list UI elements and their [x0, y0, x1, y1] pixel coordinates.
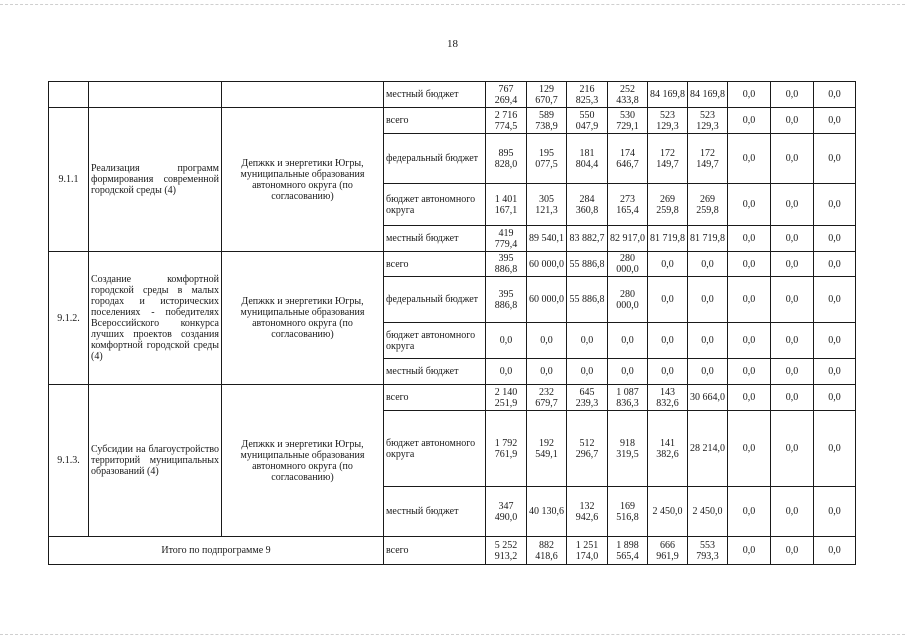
value-cell: 252 433,8: [608, 82, 648, 108]
value-cell: 0,0: [771, 184, 814, 226]
value-cell: 0,0: [688, 323, 728, 359]
value-cell: 216 825,3: [567, 82, 608, 108]
value-cell: 30 664,0: [688, 385, 728, 411]
value-cell: 1 251 174,0: [567, 537, 608, 565]
total-row: [49, 537, 856, 565]
value-cell: 0,0: [728, 82, 771, 108]
funding-source: всего: [384, 108, 486, 134]
value-cell: 0,0: [814, 134, 856, 184]
value-cell: 0,0: [771, 252, 814, 277]
value-cell: 60 000,0: [527, 252, 567, 277]
value-cell: 174 646,7: [608, 134, 648, 184]
value-cell: 0,0: [771, 385, 814, 411]
value-cell: 895 828,0: [486, 134, 527, 184]
value-cell: 0,0: [814, 252, 856, 277]
value-cell: 0,0: [771, 537, 814, 565]
page-number: 18: [447, 38, 458, 50]
value-cell: 512 296,7: [567, 411, 608, 487]
value-cell: 0,0: [728, 537, 771, 565]
value-cell: 395 886,8: [486, 277, 527, 323]
value-cell: 181 804,4: [567, 134, 608, 184]
value-cell: 60 000,0: [527, 277, 567, 323]
value-cell: 0,0: [486, 359, 527, 385]
value-cell: 550 047,9: [567, 108, 608, 134]
item-code: 9.1.3.: [49, 385, 89, 537]
value-cell: 1 401 167,1: [486, 184, 527, 226]
value-cell: 132 942,6: [567, 487, 608, 537]
value-cell: 0,0: [814, 277, 856, 323]
value-cell: 284 360,8: [567, 184, 608, 226]
value-cell: 0,0: [688, 252, 728, 277]
value-cell: 882 418,6: [527, 537, 567, 565]
value-cell: 666 961,9: [648, 537, 688, 565]
value-cell: 129 670,7: [527, 82, 567, 108]
value-cell: 0,0: [771, 82, 814, 108]
value-cell: 1 087 836,3: [608, 385, 648, 411]
value-cell: 0,0: [728, 411, 771, 487]
funding-source: федеральный бюджет: [384, 134, 486, 184]
item-name: Создание комфортной городской среды в малых городах и исторических поселениях - победителях Всероссийского конкурса лучших проектов создания комфортной городской среды (4): [91, 274, 219, 362]
value-cell: 530 729,1: [608, 108, 648, 134]
value-cell: 0,0: [728, 323, 771, 359]
value-cell: 395 886,8: [486, 252, 527, 277]
value-cell: 0,0: [771, 226, 814, 252]
value-cell: 0,0: [771, 411, 814, 487]
scan-artifact-top: [0, 4, 905, 5]
value-cell: 0,0: [648, 277, 688, 323]
value-cell: 0,0: [814, 359, 856, 385]
value-cell: 273 165,4: [608, 184, 648, 226]
value-cell: 192 549,1: [527, 411, 567, 487]
value-cell: 280 000,0: [608, 277, 648, 323]
value-cell: 232 679,7: [527, 385, 567, 411]
value-cell: 0,0: [814, 487, 856, 537]
value-cell: 645 239,3: [567, 385, 608, 411]
item-name: Реализация программ формирования современной городской среды (4): [91, 163, 219, 196]
funding-source: местный бюджет: [384, 359, 486, 385]
responsible-cell: [222, 82, 384, 108]
value-cell: 172 149,7: [688, 134, 728, 184]
value-cell: 0,0: [728, 487, 771, 537]
table-row: [49, 252, 856, 277]
funding-source: бюджет автономного округа: [384, 184, 486, 226]
value-cell: 523 129,3: [648, 108, 688, 134]
value-cell: 767 269,4: [486, 82, 527, 108]
value-cell: 589 738,9: [527, 108, 567, 134]
value-cell: 0,0: [771, 134, 814, 184]
value-cell: 523 129,3: [688, 108, 728, 134]
value-cell: 55 886,8: [567, 252, 608, 277]
value-cell: 81 719,8: [648, 226, 688, 252]
total-label: Итого по подпрограмме 9: [49, 537, 384, 565]
value-cell: 0,0: [814, 385, 856, 411]
value-cell: 40 130,6: [527, 487, 567, 537]
value-cell: 2 716 774,5: [486, 108, 527, 134]
value-cell: 0,0: [567, 359, 608, 385]
value-cell: 0,0: [814, 184, 856, 226]
responsible-executor: Депжкк и энергетики Югры, муниципальные образования автономного округа (по согласованию): [222, 108, 384, 252]
value-cell: 1 898 565,4: [608, 537, 648, 565]
value-cell: 0,0: [814, 537, 856, 565]
table-row: [49, 108, 856, 134]
value-cell: 0,0: [527, 323, 567, 359]
value-cell: 2 140 251,9: [486, 385, 527, 411]
value-cell: 1 792 761,9: [486, 411, 527, 487]
value-cell: 0,0: [728, 277, 771, 323]
value-cell: 0,0: [771, 323, 814, 359]
item-name-cell: [89, 385, 222, 537]
value-cell: 0,0: [728, 134, 771, 184]
funding-source: местный бюджет: [384, 487, 486, 537]
value-cell: 89 540,1: [527, 226, 567, 252]
item-name: Субсидии на благоустройство территорий муниципальных образований (4): [91, 444, 219, 477]
value-cell: 0,0: [688, 277, 728, 323]
value-cell: 172 149,7: [648, 134, 688, 184]
value-cell: 0,0: [814, 108, 856, 134]
value-cell: 0,0: [567, 323, 608, 359]
value-cell: 0,0: [814, 226, 856, 252]
item-name-cell: [89, 108, 222, 252]
value-cell: 0,0: [728, 226, 771, 252]
value-cell: 918 319,5: [608, 411, 648, 487]
funding-source: местный бюджет: [384, 226, 486, 252]
value-cell: 0,0: [608, 323, 648, 359]
item-code: 9.1.1: [49, 108, 89, 252]
value-cell: 0,0: [527, 359, 567, 385]
value-cell: 553 793,3: [688, 537, 728, 565]
value-cell: 269 259,8: [688, 184, 728, 226]
value-cell: 0,0: [728, 184, 771, 226]
value-cell: 280 000,0: [608, 252, 648, 277]
value-cell: 84 169,8: [688, 82, 728, 108]
value-cell: 169 516,8: [608, 487, 648, 537]
value-cell: 305 121,3: [527, 184, 567, 226]
value-cell: 83 882,7: [567, 226, 608, 252]
value-cell: 195 077,5: [527, 134, 567, 184]
value-cell: 269 259,8: [648, 184, 688, 226]
value-cell: 0,0: [728, 252, 771, 277]
value-cell: 0,0: [608, 359, 648, 385]
value-cell: 84 169,8: [648, 82, 688, 108]
value-cell: 0,0: [728, 108, 771, 134]
table-row: [49, 82, 856, 108]
responsible-executor: Депжкк и энергетики Югры, муниципальные образования автономного округа (по согласованию): [222, 385, 384, 537]
value-cell: 0,0: [648, 359, 688, 385]
value-cell: 0,0: [688, 359, 728, 385]
value-cell: 0,0: [728, 359, 771, 385]
value-cell: 0,0: [728, 385, 771, 411]
source-cell: местный бюджет: [384, 82, 486, 108]
value-cell: 81 719,8: [688, 226, 728, 252]
responsible-executor: Депжкк и энергетики Югры, муниципальные образования автономного округа (по согласованию): [222, 252, 384, 385]
value-cell: 0,0: [814, 323, 856, 359]
item-code: 9.1.2.: [49, 252, 89, 385]
funding-source: всего: [384, 537, 486, 565]
value-cell: 0,0: [486, 323, 527, 359]
value-cell: 55 886,8: [567, 277, 608, 323]
value-cell: 82 917,0: [608, 226, 648, 252]
funding-source: всего: [384, 385, 486, 411]
value-cell: 143 832,6: [648, 385, 688, 411]
value-cell: 141 382,6: [648, 411, 688, 487]
value-cell: 0,0: [771, 277, 814, 323]
value-cell: 0,0: [771, 487, 814, 537]
item-name-cell: [89, 252, 222, 385]
funding-source: федеральный бюджет: [384, 277, 486, 323]
funding-source: всего: [384, 252, 486, 277]
name-cell: [89, 82, 222, 108]
value-cell: 347 490,0: [486, 487, 527, 537]
code-cell: [49, 82, 89, 108]
table-row: [49, 385, 856, 411]
scan-artifact-bottom: [0, 634, 905, 635]
value-cell: 0,0: [814, 82, 856, 108]
value-cell: 0,0: [771, 108, 814, 134]
value-cell: 0,0: [648, 252, 688, 277]
value-cell: 28 214,0: [688, 411, 728, 487]
funding-source: бюджет автономного округа: [384, 323, 486, 359]
value-cell: 5 252 913,2: [486, 537, 527, 565]
value-cell: 419 779,4: [486, 226, 527, 252]
value-cell: 2 450,0: [688, 487, 728, 537]
value-cell: 0,0: [814, 411, 856, 487]
value-cell: 0,0: [771, 359, 814, 385]
budget-table: [48, 81, 856, 565]
funding-source: бюджет автономного округа: [384, 411, 486, 487]
value-cell: 2 450,0: [648, 487, 688, 537]
value-cell: 0,0: [648, 323, 688, 359]
